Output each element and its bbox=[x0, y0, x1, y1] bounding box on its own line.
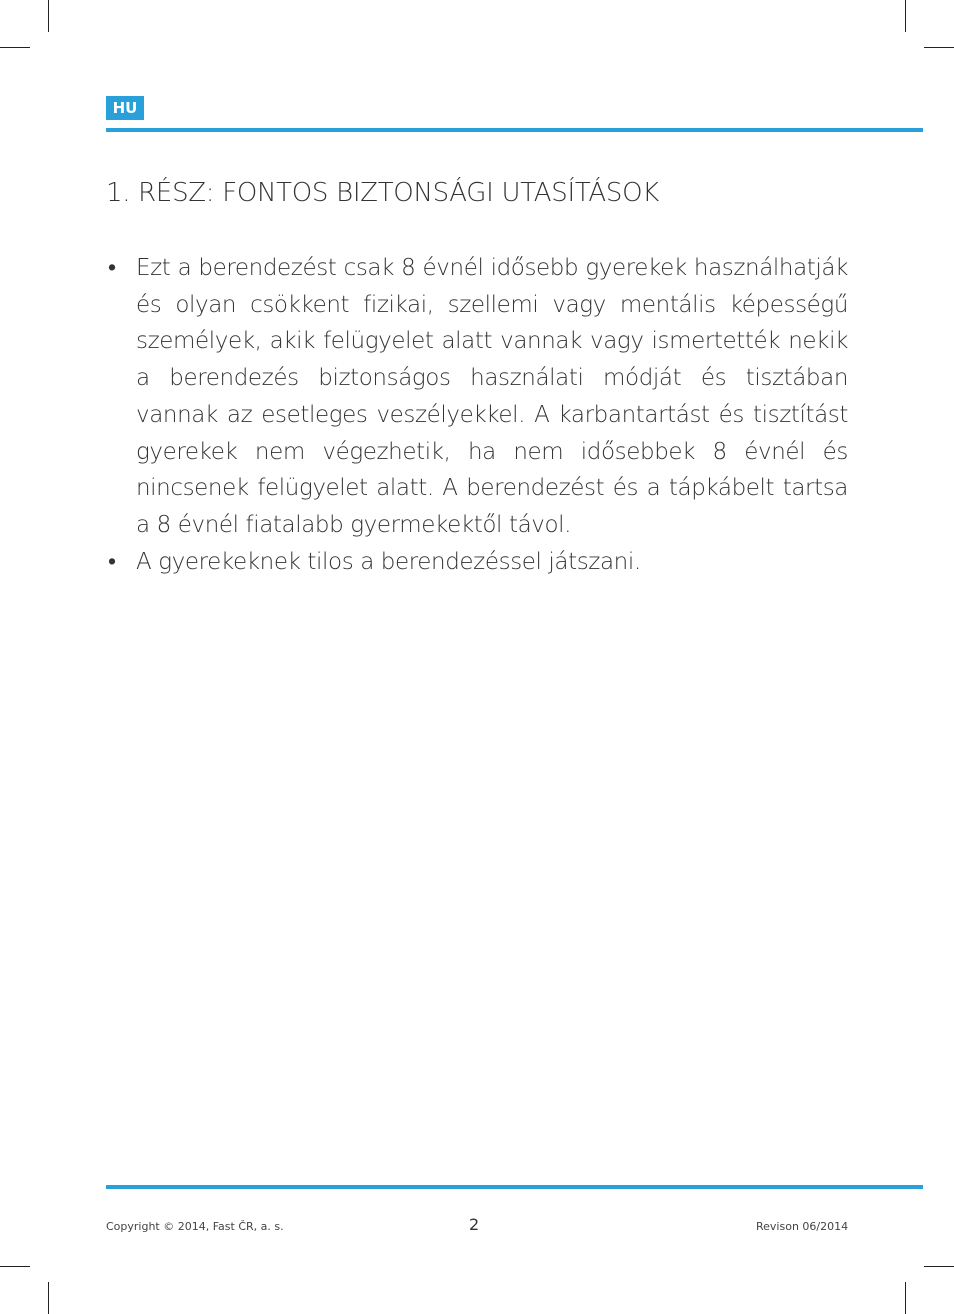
crop-mark-top-right-horizontal bbox=[924, 47, 954, 48]
revision-text: Revison 06/2014 bbox=[756, 1220, 849, 1233]
crop-mark-top-left-vertical bbox=[48, 0, 49, 32]
footer-rule bbox=[106, 1185, 923, 1189]
language-badge: HU bbox=[106, 96, 144, 120]
copyright-text: Copyright © 2014, Fast ČR, a. s. bbox=[106, 1220, 284, 1233]
header-rule bbox=[106, 128, 923, 132]
section-title: 1. RÉSZ: FONTOS BIZTONSÁGI UTASÍTÁSOK bbox=[106, 178, 660, 208]
crop-mark-bottom-left-vertical bbox=[48, 1282, 49, 1314]
list-item-text: A gyerekeknek tilos a berendezéssel játszani. bbox=[136, 548, 641, 575]
safety-instructions-list bbox=[106, 250, 848, 580]
list-item-text: Ezt a berendezést csak 8 évnél idősebb gyerekek használhatják és olyan csökkent fizikai, szellemi vagy mentális képességű személyek, akik felügyelet alatt vannak vagy ismertették nekik a berendezés biztonságos használati módját és tisztában vannak az esetleges veszélyekkel. A karbantartást és tisztítást gyerekek nem végezhetik, ha nem idősebbek 8 évnél és nincsenek felügyelet alatt. A berendezést és a tápkábelt tartsa a 8 évnél fiatalabb gyermekektől távol. bbox=[136, 255, 848, 538]
bullet-marker: • bbox=[108, 548, 116, 575]
list-item bbox=[106, 544, 848, 581]
crop-mark-top-right-vertical bbox=[905, 0, 906, 32]
list-item bbox=[106, 250, 848, 544]
crop-mark-bottom-right-vertical bbox=[905, 1282, 906, 1314]
crop-mark-bottom-right-horizontal bbox=[924, 1266, 954, 1267]
crop-mark-bottom-left-horizontal bbox=[0, 1266, 30, 1267]
crop-mark-top-left-horizontal bbox=[0, 47, 30, 48]
page-number: 2 bbox=[469, 1215, 480, 1234]
bullet-marker: • bbox=[108, 255, 116, 281]
